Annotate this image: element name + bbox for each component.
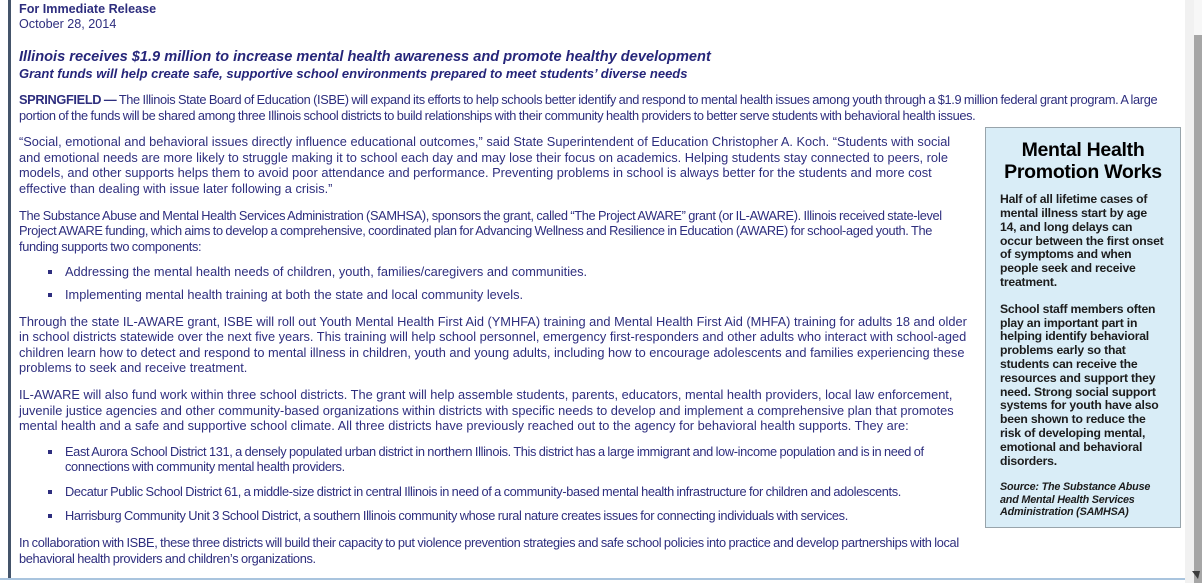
dateline: SPRINGFIELD —: [19, 92, 117, 107]
list-item: Decatur Public School District 61, a middle-size district in central Illinois in need of a community-based mental health infrastructure for children and adolescents.: [65, 484, 1181, 500]
paragraph-quote: “Social, emotional and behavioral issues directly influence educational outcomes,” said State Superintendent of Education Christopher A. Koch. “Students with social and emotional needs are more likely to struggle making it to school each day and may lose their focus on academics. Helping students stay connected to peers, role models, and other supports helps them to avoid poor attendance and performance. Preventing problems in school is always better for the students and more cost effective than dealing with issue later following a crisis.”: [19, 134, 951, 196]
headline: Illinois receives $1.9 million to increase mental health awareness and promote healthy development: [19, 49, 711, 65]
districts-list: [19, 444, 1181, 524]
sidebar-source: Source: The Substance Abuse and Mental Health Services Administration (SAMHSA): [1000, 481, 1151, 519]
sidebar-title: [1000, 140, 1166, 183]
paragraph-samhsa: The Substance Abuse and Mental Health Services Administration (SAMHSA), sponsors the grant, called “The Project AWARE” grant (or IL-AWARE). Illinois received state-level Project AWARE funding, which aims to develop a comprehensive, coordinated plan for Advancing Wellness and Resilience in Education (AWARE) for school-aged youth. The funding supports two components:: [19, 207, 942, 254]
scrollbar-track[interactable]: [1185, 0, 1194, 583]
list-item: Implementing mental health training at both the state and local community levels.: [65, 287, 1181, 303]
sidebar-paragraph-1: Half of all lifetime cases of mental illness start by age 14, and long delays can occur between the first onset of symptoms and when people seek and receive treatment.: [1000, 192, 1164, 289]
paragraph-districts-intro: IL-AWARE will also fund work within three school districts. The grant will help assemble students, parents, educators, mental health providers, local law enforcement, juvenile justice agencies and other community-based organizations within districts with specific needs to develop and implement a comprehensive plan that promotes mental health and a safe and supportive school climate. All three districts have previously reached out to the agency for behavioral health supports. They are:: [19, 386, 954, 434]
paragraph-springfield-text: The Illinois State Board of Education (ISBE) will expand its efforts to help schools better identify and respond to mental health issues among youth through a $1.9 million federal grant program. A large portion of the funds will be shared among three Illinois school districts to build relationships with their community health providers to better serve students with behavioral health issues.: [19, 92, 1158, 123]
list-item: Addressing the mental health needs of children, youth, families/caregivers and communities.: [65, 264, 1181, 280]
document-body: [19, 2, 1181, 583]
release-label: For Immediate Release: [19, 2, 157, 16]
sidebar-title-line2: Promotion Works: [1004, 160, 1162, 183]
list-item: East Aurora School District 131, a densely populated urban district in northern Illinois. This district has a large immigrant and low-income population and is in need of connections with community mental health providers.: [65, 444, 1181, 475]
scroll-down-arrow-icon[interactable]: [1192, 571, 1200, 579]
sidebar-title-line1: Mental Health: [1021, 139, 1145, 162]
release-date: October 28, 2014: [19, 17, 117, 31]
sidebar-paragraph-2: School staff members often play an important part in helping identify behavioral problems early so that students can receive the resources and support they need. Strong social support systems for youth have also been shown to reduce the risk of developing mental, emotional and behavioral disorders.: [1000, 301, 1159, 468]
paragraph-collaboration: In collaboration with ISBE, these three districts will build their capacity to put violence prevention strategies and safe school policies into practice and develop partnerships with local behavioral health providers and children’s organizations.: [19, 535, 959, 566]
scrollbar-thumb[interactable]: [1194, 35, 1202, 583]
scrollbar-top-corner: [1194, 0, 1202, 35]
page-bottom-border: [0, 578, 1188, 580]
subheadline: Grant funds will help create safe, supportive school environments prepared to meet students’ diverse needs: [19, 66, 688, 81]
list-item: Harrisburg Community Unit 3 School District, a southern Illinois community whose rural nature creates issues for connecting individuals with services.: [65, 508, 1181, 524]
paragraph-springfield: [19, 92, 1181, 123]
page-left-border: [8, 0, 11, 579]
paragraph-training: Through the state IL-AWARE grant, ISBE will roll out Youth Mental Health First Aid (YMHFA) training and Mental Health First Aid (MHFA) training for adults 18 and older in school districts statewide over the next five years. This training will help school personnel, emergency first-responders and other adults who interact with school-aged children learn how to detect and respond to mental illness in children, youth and young adults, including how to encourage adolescents and families experiencing these problems to seek and receive treatment.: [19, 313, 967, 376]
